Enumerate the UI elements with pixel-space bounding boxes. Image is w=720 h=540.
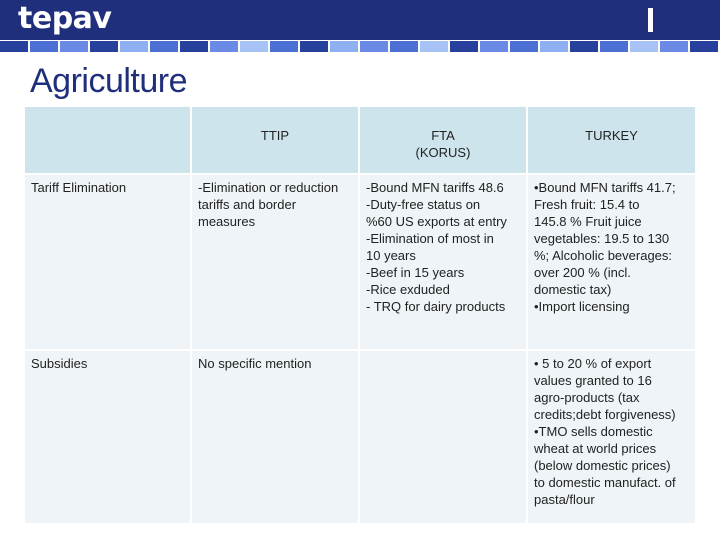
stripe-segment [270, 41, 298, 52]
stripe-segment [510, 41, 538, 52]
decorative-stripe [0, 41, 720, 52]
stripe-segment [540, 41, 568, 52]
tepav-logo: tepav [18, 1, 112, 36]
stripe-segment [450, 41, 478, 52]
stripe-segment [0, 41, 28, 52]
stripe-segment [180, 41, 208, 52]
stripe-segment [480, 41, 508, 52]
stripe-segment [300, 41, 328, 52]
stripe-segment [630, 41, 658, 52]
column-header-turkey: TURKEY [528, 107, 695, 173]
cell-tariff-ttip: -Elimination or reduction tariffs and border measures [192, 175, 358, 349]
stripe-segment [90, 41, 118, 52]
stripe-segment [390, 41, 418, 52]
stripe-segment [330, 41, 358, 52]
cell-subsidies-fta [360, 351, 526, 523]
cell-subsidies-turkey: • 5 to 20 % of export values granted to 16 agro-products (tax credits;debt forgiveness) •TMO sells domestic wheat at world prices (below domestic prices) to domestic manufact. of pasta/flour [528, 351, 695, 523]
stripe-segment [150, 41, 178, 52]
column-header-ttip: TTIP [192, 107, 358, 173]
row-label-tariff-elimination: Tariff Elimination [25, 175, 190, 349]
cell-tariff-turkey: •Bound MFN tariffs 41.7; Fresh fruit: 15.4 to 145.8 % Fruit juice vegetables: 19.5 to 130 %; Alcoholic beverages: over 200 % (incl. domestic tax) •Import licensing [528, 175, 695, 349]
stripe-segment [360, 41, 388, 52]
stripe-segment [210, 41, 238, 52]
table-header-empty [25, 107, 190, 173]
stripe-segment [60, 41, 88, 52]
banner-bar-mark [648, 8, 653, 32]
stripe-segment [570, 41, 598, 52]
stripe-segment [690, 41, 718, 52]
row-label-subsidies: Subsidies [25, 351, 190, 523]
stripe-segment [420, 41, 448, 52]
stripe-segment [120, 41, 148, 52]
page-title: Agriculture [30, 62, 188, 100]
stripe-segment [30, 41, 58, 52]
stripe-segment [660, 41, 688, 52]
top-banner [0, 0, 720, 40]
column-header-fta: FTA (KORUS) [360, 107, 526, 173]
comparison-table [25, 107, 695, 523]
stripe-segment [240, 41, 268, 52]
cell-subsidies-ttip: No specific mention [192, 351, 358, 523]
cell-tariff-fta: -Bound MFN tariffs 48.6 -Duty-free status on %60 US exports at entry -Elimination of most in 10 years -Beef in 15 years -Rice exduded - TRQ for dairy products [360, 175, 526, 349]
stripe-segment [600, 41, 628, 52]
